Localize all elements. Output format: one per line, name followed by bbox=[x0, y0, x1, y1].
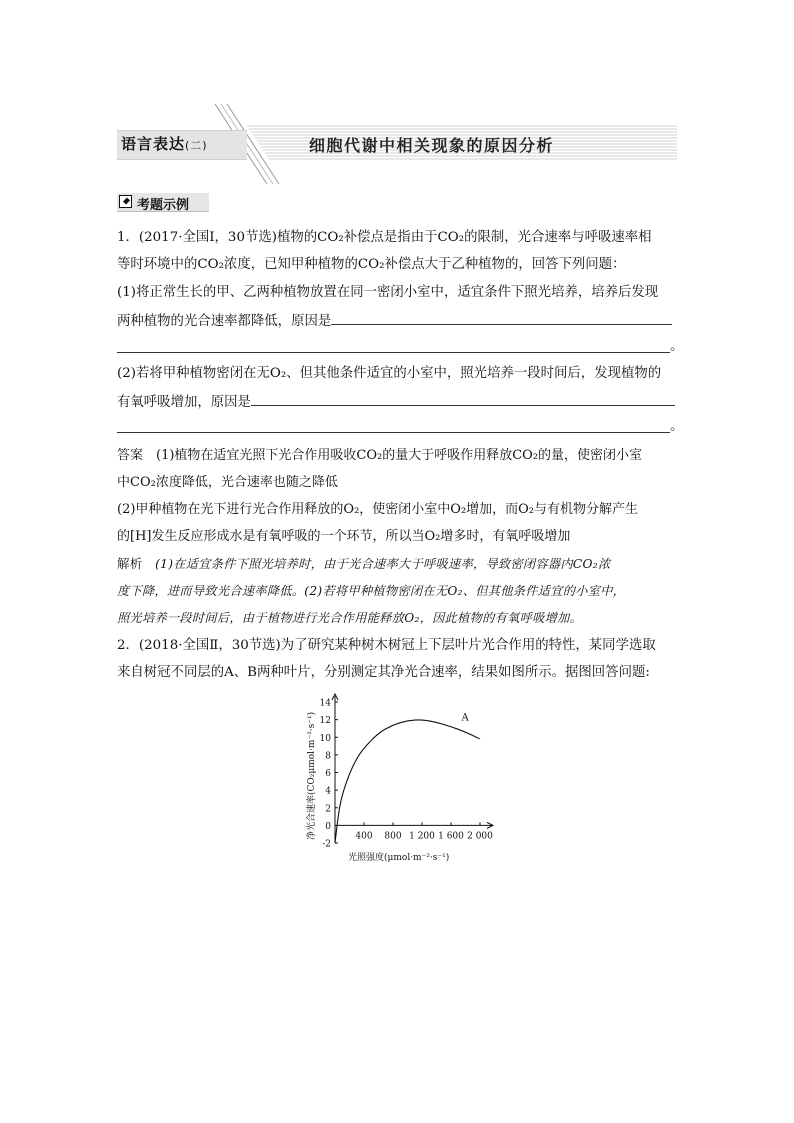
section-label-text: 考题示例 bbox=[137, 198, 190, 213]
series-line-A bbox=[335, 720, 480, 843]
answer-blank[interactable] bbox=[251, 391, 675, 406]
y-tick-label: 8 bbox=[325, 751, 331, 762]
analysis-text-1: (1)在适宜条件下照光培养时，由于光合速率大于呼吸速率，导致密闭容器内CO₂浓 bbox=[142, 557, 611, 571]
analysis-line-3: 照光培养一段时间后，由于植物进行光合作用能释放O₂，因此植物的有氧呼吸增加。 bbox=[117, 611, 583, 625]
banner-label bbox=[121, 133, 208, 154]
answer-line-1: 答案 (1)植物在适宜光照下光合作用吸收CO₂的量大于呼吸作用释放CO₂的量，使密闭小室 bbox=[117, 448, 643, 463]
banner-label-suffix: (二) bbox=[185, 139, 208, 152]
q1-sub2-line-1: (2)若将甲种植物密闭在无O₂、但其他条件适宜的小室中，照光培养一段时间后，发现植物的 bbox=[117, 366, 662, 381]
answer-line-4: 的[H]发生反应形成水是有氧呼吸的一个环节，所以当O₂增多时，有氧呼吸增加 bbox=[117, 529, 571, 544]
q1-sub2-line-2 bbox=[117, 391, 675, 413]
q1-sub1-line-1: (1)将正常生长的甲、乙两种植物放置在同一密闭小室中，适宜条件下照光培养，培养后发现 bbox=[117, 285, 659, 300]
answer-blank[interactable] bbox=[331, 310, 672, 325]
x-tick-label: 2 000 bbox=[467, 831, 493, 842]
x-tick-label: 800 bbox=[384, 831, 402, 842]
analysis-line-1 bbox=[117, 554, 610, 574]
q1-line-1: 1．(2017·全国Ⅰ，30节选)植物的CO₂补偿点是指由于CO₂的限制，光合速率与呼吸速率相 bbox=[117, 230, 652, 245]
y-tick-label: 14 bbox=[319, 698, 331, 709]
answer-blank-line[interactable] bbox=[117, 432, 670, 433]
y-tick-label: 6 bbox=[325, 769, 331, 779]
q1-sub2-period: 。 bbox=[670, 419, 684, 434]
q1-sub2-prompt: 有氧呼吸增加，原因是 bbox=[117, 395, 251, 410]
y-axis-label: 净光合速率(CO₂μmol·m⁻²·s⁻¹) bbox=[307, 711, 317, 840]
diamond-pen-icon bbox=[119, 195, 132, 208]
analysis-line-2: 度下降，进而导致光合速率降低。(2)若将甲种植物密闭在无O₂、但其他条件适宜的小室中， bbox=[117, 584, 626, 598]
answer-line-2: 中CO₂浓度降低，光合速率也随之降低 bbox=[117, 475, 338, 490]
q2-line-1: 2．(2018·全国Ⅱ，30节选)为了研究某种树木树冠上下层叶片光合作用的特性，某同学选取 bbox=[117, 638, 656, 653]
net-photosynthesis-chart bbox=[300, 690, 510, 870]
q1-sub1-prompt: 两种植物的光合速率都降低，原因是 bbox=[117, 314, 332, 329]
x-axis-label: 光照强度(μmol·m⁻²·s⁻¹) bbox=[348, 853, 450, 863]
q1-line-2: 等时环境中的CO₂浓度，已知甲种植物的CO₂补偿点大于乙种植物的，回答下列问题： bbox=[117, 257, 626, 272]
section-label bbox=[117, 193, 209, 212]
x-tick-label: 1 200 bbox=[409, 831, 435, 842]
chapter-banner bbox=[117, 100, 677, 190]
y-tick-label: 12 bbox=[319, 716, 331, 727]
page-title: 细胞代谢中相关现象的原因分析 bbox=[309, 136, 555, 155]
answer-blank-line[interactable] bbox=[117, 352, 670, 353]
x-tick-label: 1 600 bbox=[438, 831, 464, 842]
y-tick-label: -2 bbox=[322, 839, 331, 850]
y-tick-label: 0 bbox=[325, 821, 331, 832]
banner-label-text: 语言表达 bbox=[121, 135, 186, 153]
y-tick-label: 4 bbox=[325, 786, 331, 797]
y-tick-label: 10 bbox=[319, 733, 331, 744]
series-label-A: A bbox=[461, 712, 469, 724]
q2-line-2: 来自树冠不同层的A、B两种叶片，分别测定其净光合速率，结果如图所示。据图回答问题: bbox=[117, 665, 650, 680]
x-tick-label: 400 bbox=[355, 831, 373, 842]
analysis-tag: 解析 bbox=[117, 556, 143, 571]
answer-line-3: (2)甲种植物在光下进行光合作用释放的O₂，使密闭小室中O₂增加，而O₂与有机物分解产生 bbox=[117, 502, 639, 517]
q1-sub1-line-2 bbox=[117, 310, 672, 332]
q1-sub1-period: 。 bbox=[670, 339, 684, 354]
y-tick-label: 2 bbox=[325, 804, 331, 815]
